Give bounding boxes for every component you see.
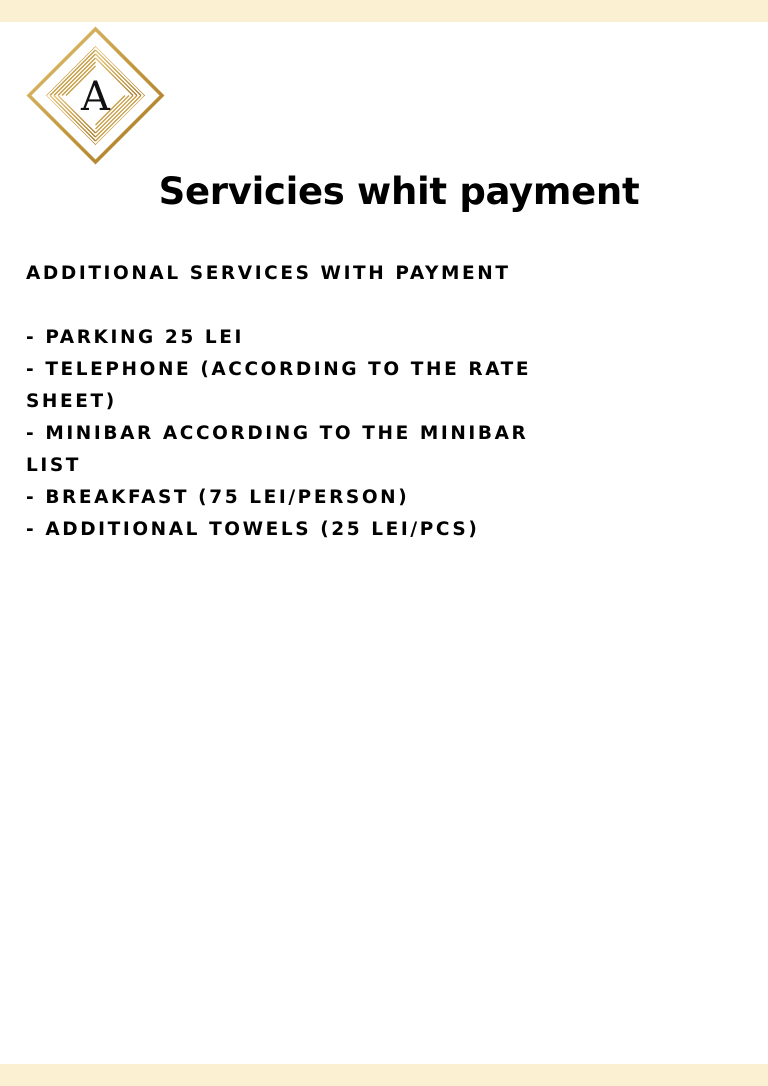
bottom-band [0,1064,768,1086]
list-item-towels: - ADDITIONAL TOWELS (25 LEI/PCS) [26,519,480,540]
brand-logo [26,26,165,165]
list-item-breakfast: - BREAKFAST (75 LEI/PERSON) [26,487,410,508]
list-item-telephone: - TELEPHONE (ACCORDING TO THE RATE SHEET) [26,359,532,412]
list-item-parking: - PARKING 25 LEI [26,327,244,348]
list-item-minibar: - MINIBAR ACCORDING TO THE MINIBAR LIST [26,423,529,476]
top-band [0,0,768,22]
section-heading: ADDITIONAL SERVICES WITH PAYMENT [26,263,511,284]
page-title: Servicies whit payment [158,170,640,213]
logo-letter: A [81,74,110,120]
diamond-logo-icon [26,26,165,165]
services-section [26,258,566,546]
services-list [26,322,566,546]
